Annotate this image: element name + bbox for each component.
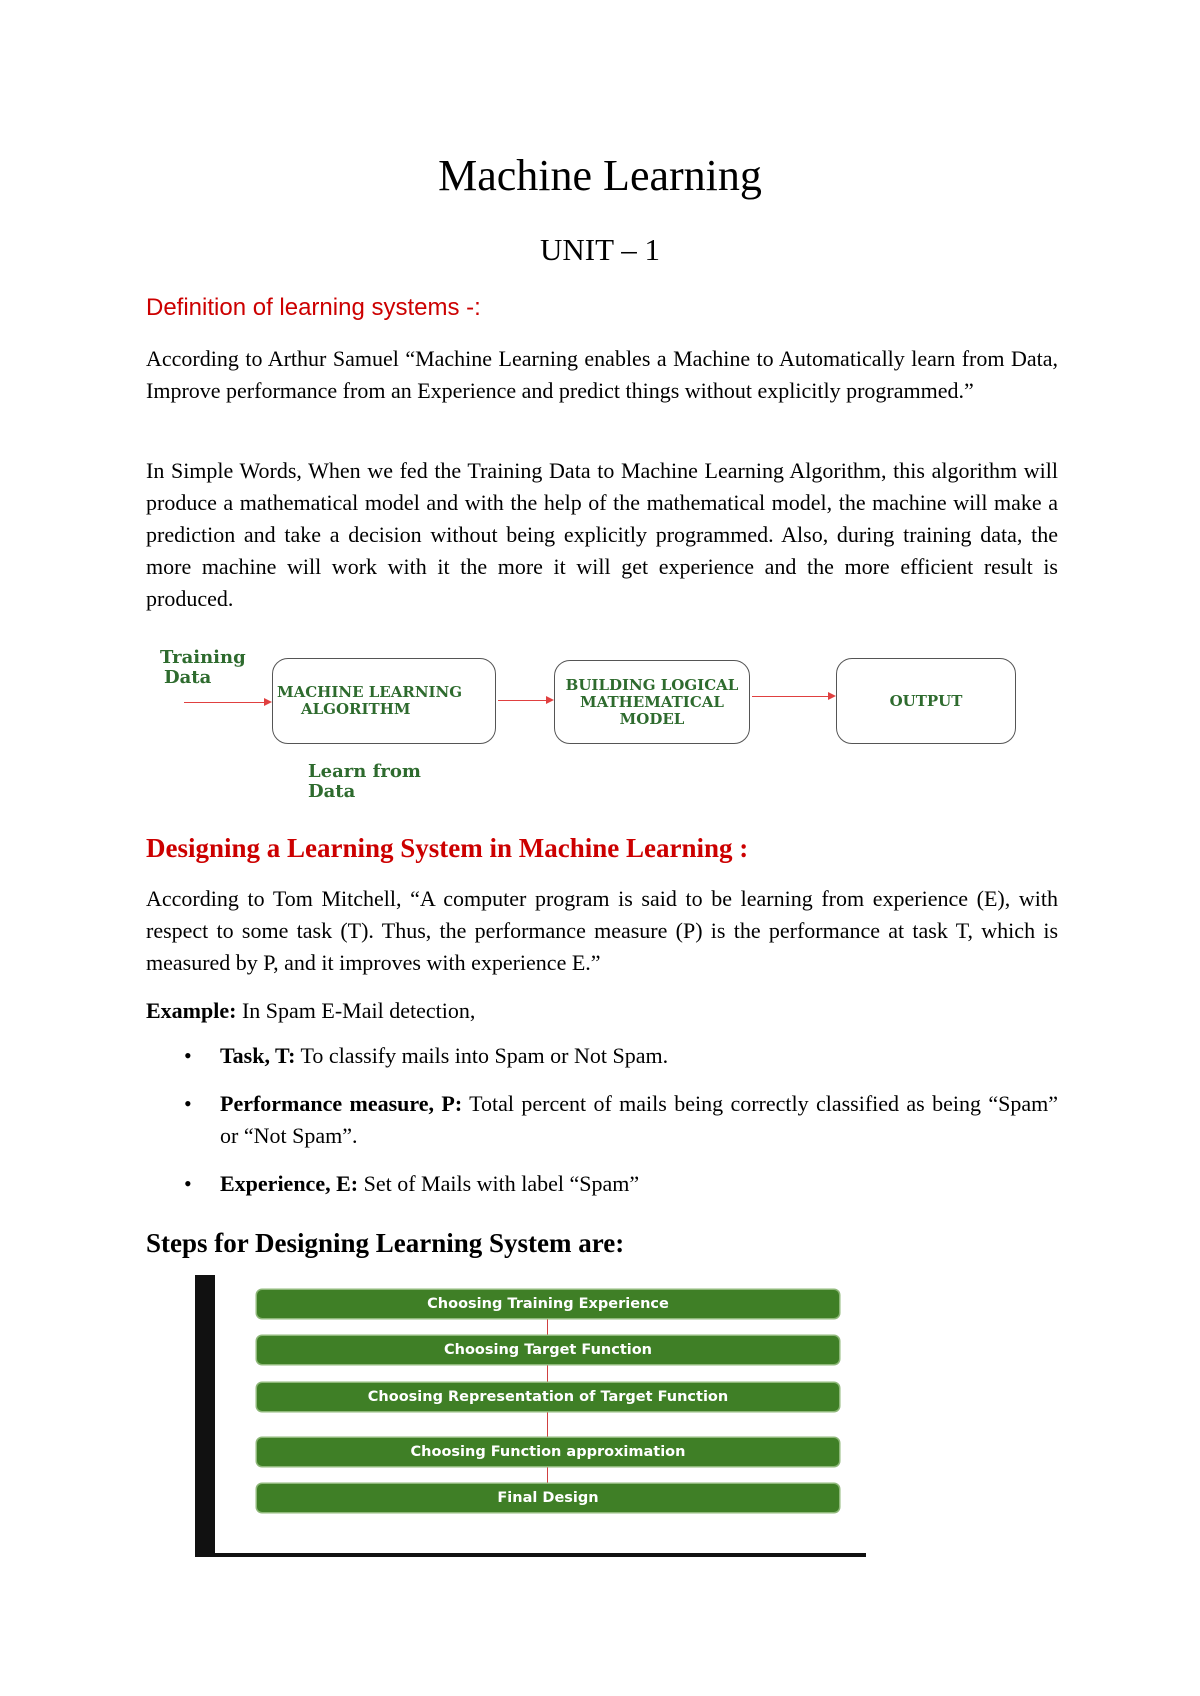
step-function-approximation: Choosing Function approximation [257, 1438, 839, 1466]
step-representation: Choosing Representation of Target Function [257, 1383, 839, 1411]
diagram-border-left [195, 1275, 215, 1557]
step-target-function: Choosing Target Function [257, 1336, 839, 1364]
connector-line [547, 1466, 548, 1484]
diagram-border-bottom [195, 1553, 866, 1557]
step-training-experience: Choosing Training Experience [257, 1290, 839, 1318]
example-bullet-list [146, 1040, 1058, 1216]
design-steps-diagram [195, 1275, 870, 1560]
connector-line [547, 1318, 548, 1336]
document-title: Machine Learning [438, 151, 762, 200]
bullet-icon: • [184, 1043, 192, 1068]
bullet-icon: • [184, 1171, 192, 1196]
list-item: • Experience, E: Set of Mails with label “Spam” [146, 1168, 1058, 1200]
designing-heading: Designing a Learning System in Machine Learning : [146, 833, 749, 863]
tom-mitchell-quote: According to Tom Mitchell, “A computer program is said to be learning from experience (E), with respect to some task (T). Thus, the performance measure (P) is the performance at task T, which is measured by P, and it improves with experience E.” [146, 886, 1058, 975]
definition-heading: Definition of learning systems -: [146, 294, 481, 321]
learning-system-diagram [146, 640, 1046, 810]
example-line: Example: In Spam E-Mail detection, [146, 998, 476, 1023]
list-item: • Performance measure, P: Total percent of mails being correctly classified as being “Spam” or “Not Spam”. [146, 1088, 1058, 1152]
learn-from-data-label: Learn from Data [308, 761, 421, 802]
connector-line [547, 1364, 548, 1383]
bullet-icon: • [184, 1091, 192, 1116]
steps-heading: Steps for Designing Learning System are: [146, 1228, 625, 1258]
arrow-input [184, 702, 270, 703]
arthur-samuel-quote: According to Arthur Samuel “Machine Learning enables a Machine to Automatically learn from Data, Improve performance from an Experience and predict things without explicitly programmed.” [146, 346, 1058, 403]
simple-words-paragraph: In Simple Words, When we fed the Training Data to Machine Learning Algorithm, this algorithm will produce a mathematical model and with the help of the mathematical model, the machine will make a prediction and take a decision without being explicitly programmed. Also, during training data, the more machine will work with it the more it will get experience and the more efficient result is produced. [146, 458, 1058, 611]
mathematical-model-box: BUILDING LOGICAL MATHEMATICAL MODEL [554, 660, 750, 744]
connector-line [547, 1411, 548, 1438]
training-data-label: Training Data [160, 647, 246, 688]
step-final-design: Final Design [257, 1484, 839, 1512]
output-box: OUTPUT [836, 658, 1016, 744]
unit-label: UNIT – 1 [540, 232, 660, 267]
ml-algorithm-box: MACHINE LEARNING ALGORITHM [272, 658, 496, 744]
arrow-to-model [498, 700, 552, 701]
arrow-to-output [752, 696, 834, 697]
list-item: • Task, T: To classify mails into Spam or Not Spam. [146, 1040, 1058, 1072]
